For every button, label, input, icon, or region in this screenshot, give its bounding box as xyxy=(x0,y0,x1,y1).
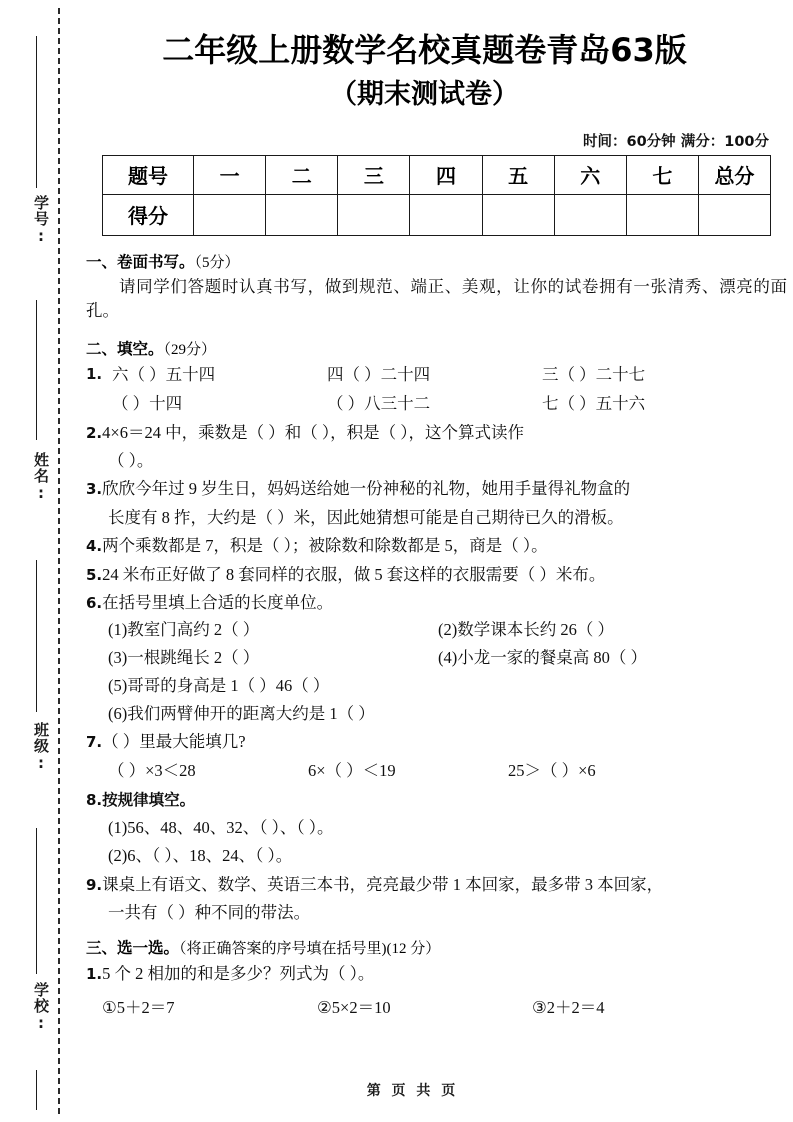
rail-solid-segment xyxy=(36,828,37,974)
question-2-2-line-2[interactable]: （ ）。 xyxy=(108,450,154,470)
question-2-9-line-2[interactable]: 一共有（ ）种不同的带法。 xyxy=(108,903,311,923)
score-table-col-1: 一 xyxy=(194,155,266,194)
spacer xyxy=(438,674,787,699)
score-cell-2[interactable] xyxy=(266,194,338,235)
question-2-5-text: 24 米布正好做了 8 套同样的衣服，做 5 套这样的衣服需要（ ）米布。 xyxy=(102,564,606,584)
question-2-8-item-1[interactable]: (1)56、48、40、32、（ ）、（ ）。 xyxy=(108,817,334,837)
question-2-1-blank-d[interactable]: （ ）十四 xyxy=(112,393,183,413)
score-table-col-5: 五 xyxy=(482,155,554,194)
section-heading-1 xyxy=(86,250,793,272)
section-1-body: 请同学们答题时认真书写，做到规范、端正、美观，让你的试卷拥有一张清秀、漂亮的面孔。 xyxy=(86,276,787,320)
question-2-6-item-3[interactable]: (3)一根跳绳长 2（ ） xyxy=(108,648,260,668)
score-table-col-4: 四 xyxy=(410,155,482,194)
score-table-col-6: 六 xyxy=(554,155,626,194)
section-2-points: （29分） xyxy=(163,342,217,358)
score-cell-7[interactable] xyxy=(626,194,698,235)
score-table-col-3: 三 xyxy=(338,155,410,194)
page-subtitle: （期末测试卷） xyxy=(330,78,519,110)
question-2-6-stem xyxy=(86,591,787,615)
exam-sheet xyxy=(72,0,793,1122)
section-heading-3 xyxy=(86,936,793,958)
question-2-1-row-1 xyxy=(86,363,787,388)
question-2-1-number: 1. xyxy=(86,365,103,383)
question-2-1-blank-f[interactable]: 七（ ）五十六 xyxy=(542,393,646,413)
question-2-8-stem xyxy=(86,788,787,812)
question-2-3-line-1 xyxy=(86,477,787,501)
question-2-3-number: 3. xyxy=(86,480,103,499)
score-table-row-label-score: 得分 xyxy=(103,194,194,235)
rail-solid-segment xyxy=(36,300,37,440)
question-2-6-number: 6. xyxy=(86,593,103,612)
margin-label-school: 学校: xyxy=(32,982,50,1033)
question-2-3-text: 欣欣今年过 9 岁生日，妈妈送给她一份神秘的礼物，她用手量得礼物盒的 xyxy=(102,479,631,499)
question-2-7-stem xyxy=(86,730,787,754)
page-footer: 第 页 共 页 xyxy=(366,1083,459,1099)
question-3-1-option-2[interactable]: ②5×2＝10 xyxy=(317,997,391,1017)
question-2-4-number: 4. xyxy=(86,537,103,556)
question-2-6-row-3 xyxy=(108,674,787,699)
section-1-points: （5分） xyxy=(194,254,240,271)
question-3-1-text[interactable]: 5 个 2 相加的和是多少？列式为（ ）。 xyxy=(102,963,375,983)
question-2-7-expressions xyxy=(108,759,787,784)
question-2-6-item-4[interactable]: (4)小龙一家的餐桌高 80（ ） xyxy=(438,648,647,668)
question-3-1-number: 1. xyxy=(86,964,103,983)
question-2-1-blank-a[interactable]: 六（ ）五十四 xyxy=(112,365,216,384)
table-row xyxy=(103,155,771,194)
score-cell-5[interactable] xyxy=(482,194,554,235)
question-2-6-row-4 xyxy=(108,702,787,727)
dashed-fold-line xyxy=(58,8,60,1114)
question-3-1-option-1[interactable]: ①5＋2＝7 xyxy=(102,997,175,1017)
score-cell-4[interactable] xyxy=(410,194,482,235)
section-1-title: 一、卷面书写。 xyxy=(86,252,195,271)
section-3-points: （将正确答案的序号填在括号里)(12 分） xyxy=(179,940,441,957)
section-2-title: 二、填空。 xyxy=(86,340,164,358)
question-2-6-item-5[interactable]: (5)哥哥的身高是 1（ ）46（ ） xyxy=(108,675,330,695)
question-2-4[interactable] xyxy=(86,534,787,558)
question-2-2-line-1[interactable] xyxy=(86,421,787,445)
question-2-6-text: 在括号里填上合适的长度单位。 xyxy=(102,592,334,612)
question-2-9-text: 课桌上有语文、数学、英语三本书，亮亮最少带 1 本回家，最多带 3 本回家， xyxy=(102,874,664,894)
score-cell-1[interactable] xyxy=(194,194,266,235)
question-2-7-expr-3[interactable]: 25＞（ ）×6 xyxy=(508,760,596,780)
question-2-1-blank-b[interactable]: 四（ ）二十四 xyxy=(327,365,431,384)
question-2-8-item-2[interactable]: (2)6、（ ）、18、24、（ ）。 xyxy=(108,846,293,866)
question-2-9-line-1 xyxy=(86,873,787,897)
score-table xyxy=(102,155,771,236)
question-3-1-option-3[interactable]: ③2＋2＝4 xyxy=(532,997,605,1017)
question-2-7-number: 7. xyxy=(86,733,103,752)
score-cell-total[interactable] xyxy=(698,194,770,235)
question-2-1-blank-e[interactable]: （ ）八三十二 xyxy=(327,393,431,413)
question-2-1-blank-c[interactable]: 三（ ）二十七 xyxy=(542,365,646,384)
question-2-7-expr-2[interactable]: 6×（ ）＜19 xyxy=(308,760,396,780)
score-table-col-2: 二 xyxy=(266,155,338,194)
rail-solid-segment xyxy=(36,1070,37,1110)
question-2-3-line-2[interactable]: 长度有 8 拃，大约是（ ）米，因此她猜想可能是自己期待已久的滑板。 xyxy=(108,507,624,527)
question-2-5-number: 5. xyxy=(86,565,103,584)
question-2-7-expr-1[interactable]: （ ）×3＜28 xyxy=(108,760,196,780)
spacer xyxy=(528,702,787,727)
page-title: 二年级上册数学名校真题卷青岛63版 xyxy=(162,31,687,69)
exam-meta: 时间：60分钟 满分：100分 xyxy=(583,133,769,150)
margin-label-name: 姓名: xyxy=(32,452,50,503)
table-row xyxy=(103,194,771,235)
question-2-8-number: 8. xyxy=(86,790,103,809)
score-table-row-label-question: 题号 xyxy=(103,155,194,194)
question-2-6-item-2[interactable]: (2)数学课本长约 26（ ） xyxy=(438,620,614,640)
question-2-4-text: 两个乘数都是 7，积是（ ）；被除数和除数都是 5，商是（ ）。 xyxy=(102,536,548,556)
score-cell-6[interactable] xyxy=(554,194,626,235)
question-2-7-text[interactable]: （ ）里最大能填几? xyxy=(102,732,246,752)
question-2-9-number: 9. xyxy=(86,875,103,894)
score-table-col-total: 总分 xyxy=(698,155,770,194)
question-2-2-number: 2. xyxy=(86,423,103,442)
section-3-title: 三、选一选。 xyxy=(86,938,180,957)
margin-label-student-id: 学号: xyxy=(32,195,50,246)
question-2-5[interactable] xyxy=(86,563,787,587)
question-2-1-row-2 xyxy=(86,392,787,417)
rail-solid-segment xyxy=(36,560,37,712)
question-2-8-text: 按规律填空。 xyxy=(102,790,196,809)
question-2-6-row-2 xyxy=(108,646,787,671)
section-heading-2 xyxy=(86,337,793,359)
question-3-1-stem xyxy=(86,962,787,986)
spacer xyxy=(86,392,112,417)
score-table-col-7: 七 xyxy=(626,155,698,194)
score-table-wrapper xyxy=(102,155,771,236)
score-cell-3[interactable] xyxy=(338,194,410,235)
question-2-2-text: 4×6＝24 中，乘数是（ ）和（ ），积是（ ），这个算式读作 xyxy=(102,422,524,442)
question-2-6-row-1 xyxy=(108,618,787,643)
left-margin-rail xyxy=(0,0,72,1122)
rail-solid-segment xyxy=(36,36,37,188)
question-2-6-item-1[interactable]: (1)教室门高约 2（ ） xyxy=(108,620,260,640)
margin-label-class: 班级: xyxy=(32,722,50,773)
question-3-1-options xyxy=(102,994,787,1018)
question-2-6-item-6[interactable]: (6)我们两臂伸开的距离大约是 1（ ） xyxy=(108,703,375,723)
